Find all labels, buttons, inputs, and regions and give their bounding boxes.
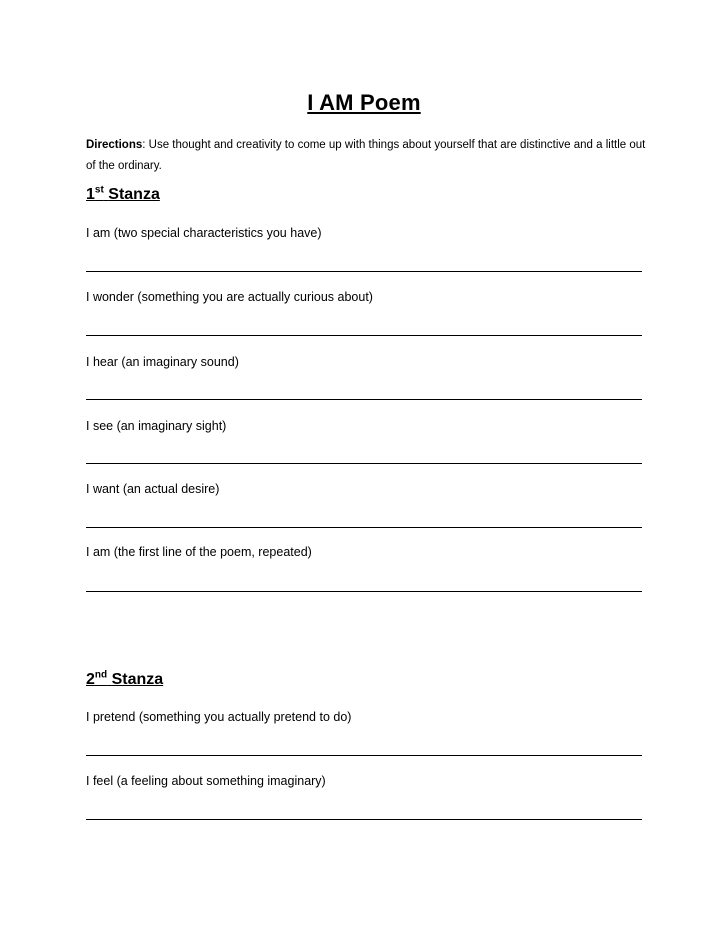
stanza-2-heading: [86, 671, 163, 689]
answer-line-i-am-repeated[interactable]: [86, 591, 642, 592]
prompt-i-am-repeated: I am (the first line of the poem, repeated): [86, 545, 312, 559]
stanza-number: 1: [86, 186, 95, 203]
prompt-i-want: I want (an actual desire): [86, 482, 220, 496]
answer-line-i-see[interactable]: [86, 463, 642, 464]
prompt-i-am: I am (two special characteristics you have): [86, 226, 322, 240]
stanza-label: Stanza: [108, 186, 160, 203]
answer-line-i-hear[interactable]: [86, 399, 642, 400]
stanza-ordinal-suffix: st: [94, 184, 104, 196]
stanza-label: Stanza: [111, 671, 164, 688]
directions-label: Directions: [86, 139, 143, 151]
answer-line-i-wonder[interactable]: [86, 335, 642, 336]
prompt-i-see: I see (an imaginary sight): [86, 419, 227, 433]
answer-line-i-feel[interactable]: [86, 819, 642, 820]
answer-line-i-am[interactable]: [86, 271, 642, 272]
page-title: I AM Poem: [307, 90, 421, 115]
stanza-number: 2: [86, 671, 95, 688]
stanza-ordinal-suffix: nd: [94, 669, 108, 681]
prompt-i-hear: I hear (an imaginary sound): [86, 355, 239, 369]
directions-text: : Use thought and creativity to come up with things about yourself that are distinctive and a little out of the ordinary.: [86, 139, 646, 172]
prompt-i-wonder: I wonder (something you are actually curious about): [86, 290, 373, 304]
stanza-1-heading: [86, 186, 160, 204]
answer-line-i-pretend[interactable]: [86, 755, 642, 756]
answer-line-i-want[interactable]: [86, 527, 642, 528]
prompt-i-pretend: I pretend (something you actually pretend to do): [86, 710, 352, 724]
directions-paragraph: [86, 135, 646, 177]
prompt-i-feel: I feel (a feeling about something imaginary): [86, 774, 326, 788]
